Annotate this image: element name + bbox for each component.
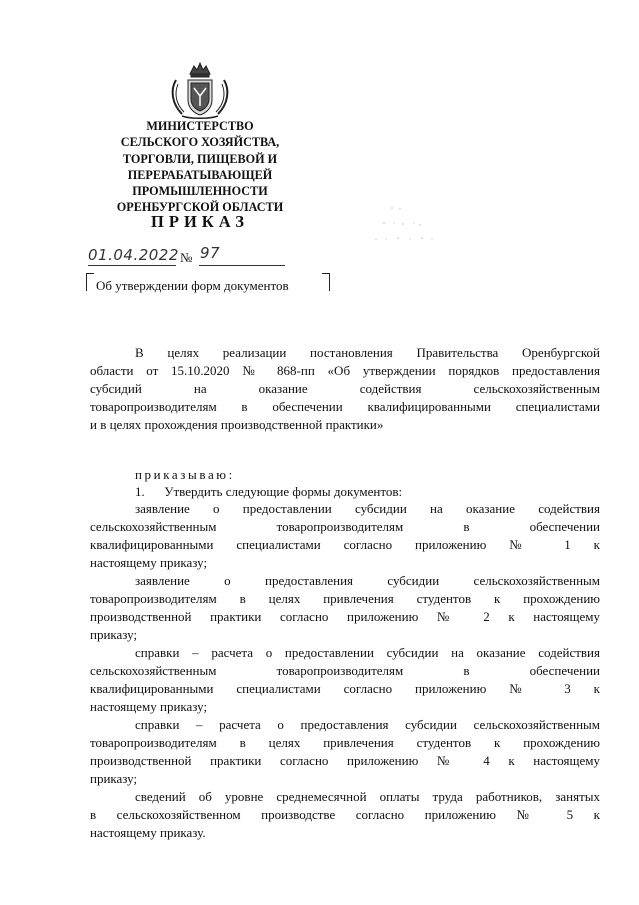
ministry-line: ОРЕНБУРГСКОЙ ОБЛАСТИ: [116, 200, 284, 215]
ministry-line: МИНИСТЕРСТВО: [146, 119, 254, 133]
text-line: справки – расчета о предоставлении субсидии на оказание содействия: [135, 645, 600, 660]
number-label: №: [180, 250, 193, 265]
form-item: [90, 644, 600, 716]
form-item: [90, 572, 600, 644]
text-line: В целях реализации постановления Правительства Оренбургской: [135, 345, 600, 360]
text-line: сведений об уровне среднемесячной оплаты труда работников, занятых: [135, 789, 600, 804]
document-subject: Об утверждении форм документов: [96, 278, 289, 293]
text-line: и в целях прохождения производственной практики»: [90, 417, 384, 432]
text-line: производственной практики согласно приложению № 2 к настоящему: [90, 609, 600, 624]
form-list: [90, 500, 600, 842]
text-line: настоящему приказу.: [90, 825, 206, 840]
text-line: товаропроизводителям в обеспечении квалифицированными специалистами: [90, 399, 600, 414]
text-line: справки – расчета о предоставления субсидии сельскохозяйственным: [135, 717, 600, 732]
form-item: [90, 716, 600, 788]
ministry-name: [95, 118, 305, 216]
item-1: 1. Утвердить следующие формы документов:: [135, 484, 403, 499]
text-line: приказу;: [90, 627, 138, 642]
text-line: заявление о предоставления субсидии сельскохозяйственным: [135, 573, 600, 588]
number-underline: [199, 265, 285, 266]
text-line: настоящему приказу;: [90, 699, 208, 714]
form-item: [90, 500, 600, 572]
text-line: производственной практики согласно приложению № 4 к настоящему: [90, 753, 600, 768]
text-line: товаропроизводителям в целях привлечения студентов к прохождению: [90, 591, 600, 606]
ministry-line: ТОРГОВЛИ, ПИЩЕВОЙ И: [122, 151, 278, 166]
document-date: 01.04.2022: [88, 246, 179, 264]
preamble-paragraph: [90, 344, 600, 434]
text-line: настоящему приказу;: [90, 555, 208, 570]
document-number: 97: [200, 244, 221, 262]
form-item: [90, 788, 600, 842]
text-line: заявление о предоставлении субсидии на оказание содействия: [135, 501, 600, 516]
text-line: квалифицированными специалистами согласно приложению № 1 к: [90, 537, 600, 552]
text-line: сельскохозяйственным товаропроизводителям в обеспечении: [90, 663, 600, 678]
subject-bracket-right: [322, 273, 330, 291]
document-type-title: ПРИКАЗ: [151, 212, 249, 231]
order-word: приказываю:: [135, 467, 235, 482]
text-line: приказу;: [90, 771, 138, 786]
text-line: квалифицированными специалистами согласно приложению № 3 к: [90, 681, 600, 696]
text-line: области от 15.10.2020 № 868-пп «Об утверждении порядков предоставления: [90, 363, 600, 378]
ministry-line: ПЕРЕРАБАТЫВАЮЩЕЙ: [127, 167, 273, 182]
ministry-line: ПРОМЫШЛЕННОСТИ: [132, 184, 268, 199]
date-underline: [88, 265, 176, 266]
text-line: субсидий на оказание содействия сельскохозяйственным: [90, 381, 600, 396]
coat-of-arms-emblem-icon: [160, 60, 240, 120]
ministry-line: СЕЛЬСКОГО ХОЗЯЙСТВА,: [120, 135, 280, 150]
text-line: сельскохозяйственным товаропроизводителям в обеспечении: [90, 519, 600, 534]
subject-bracket-left: [86, 273, 94, 291]
text-line: в сельскохозяйственном производстве согласно приложению № 5 к: [90, 807, 600, 822]
text-line: товаропроизводителям в целях привлечения студентов к прохождению: [90, 735, 600, 750]
scan-noise: [372, 205, 442, 255]
